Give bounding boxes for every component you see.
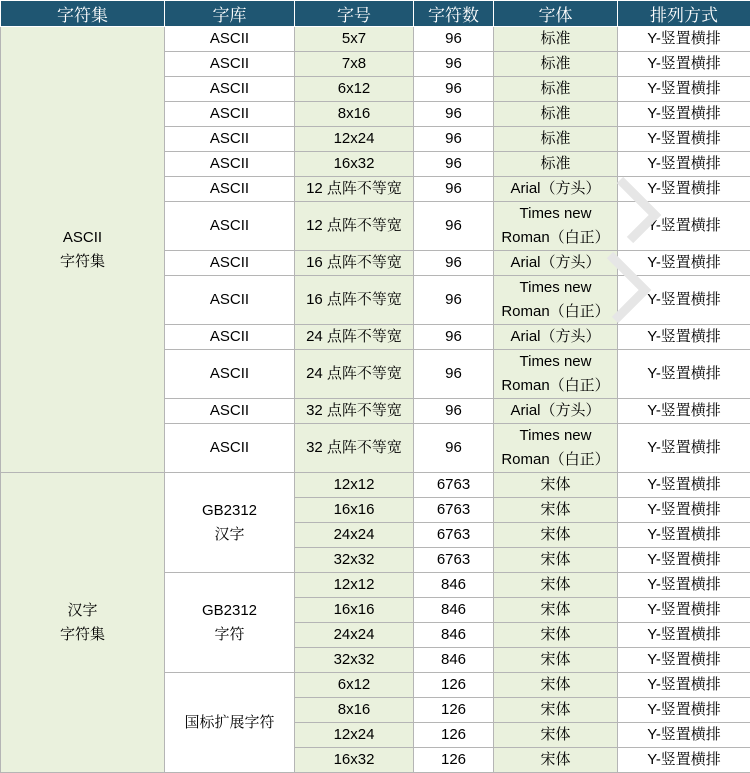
order-cell: Y-竖置横排 [618,573,750,598]
size-cell: 12x12 [295,573,414,598]
font-cell: 宋体 [494,723,618,748]
size-cell: 8x16 [295,102,414,127]
table-row [1,27,750,52]
font-cell [494,152,618,177]
font-cell: 宋体 [494,623,618,648]
header-order: 排列方式 [618,1,750,27]
font-cell [494,276,618,325]
font-cell-line: Arial（方头） [510,254,600,271]
size-cell: 24x24 [295,623,414,648]
font-cell-text [510,325,600,349]
count-cell: 846 [414,573,494,598]
font-cell [494,177,618,202]
font-cell-line: Arial（方头） [510,180,600,197]
library-cell: ASCII [165,152,295,177]
order-cell: Y-竖置横排 [618,102,750,127]
count-cell: 96 [414,202,494,251]
font-cell-line: Arial（方头） [510,402,600,419]
order-cell: Y-竖置横排 [618,52,750,77]
order-cell: Y-竖置横排 [618,77,750,102]
font-cell-line: 标准 [540,155,570,172]
font-cell [494,251,618,276]
order-cell: Y-竖置横排 [618,623,750,648]
size-cell: 12 点阵不等宽 [295,177,414,202]
font-cell-text [510,399,600,423]
font-cell: 宋体 [494,598,618,623]
library-cell: ASCII [165,52,295,77]
header-library: 字库 [165,1,295,27]
order-cell: Y-竖置横排 [618,350,750,399]
size-cell: 32x32 [295,648,414,673]
library-cell [165,673,295,773]
count-cell: 96 [414,27,494,52]
order-cell: Y-竖置横排 [618,673,750,698]
library-cell-text [184,711,274,735]
font-cell-text [540,127,570,151]
library-cell-line: 字符 [214,626,244,643]
count-cell: 96 [414,424,494,473]
font-cell [494,325,618,350]
order-cell: Y-竖置横排 [618,648,750,673]
charset-cell-line: 字符集 [60,253,105,270]
font-cell: 宋体 [494,523,618,548]
order-cell: Y-竖置横排 [618,598,750,623]
font-cell [494,350,618,399]
order-cell: Y-竖置横排 [618,523,750,548]
library-cell [165,473,295,573]
header-charset: 字符集 [1,1,165,27]
order-cell: Y-竖置横排 [618,251,750,276]
size-cell: 24 点阵不等宽 [295,325,414,350]
count-cell: 96 [414,251,494,276]
size-cell: 6x12 [295,673,414,698]
size-cell: 6x12 [295,77,414,102]
library-cell-text [202,499,257,547]
count-cell: 96 [414,325,494,350]
font-cell-text [510,177,600,201]
order-cell: Y-竖置横排 [618,424,750,473]
library-cell-line: 国标扩展字符 [184,714,274,731]
font-cell [494,424,618,473]
size-cell: 7x8 [295,52,414,77]
font-cell-line: 标准 [540,130,570,147]
charset-cell-text [60,226,105,274]
count-cell: 96 [414,77,494,102]
font-cell-line: Roman（白正） [501,451,609,468]
font-cell [494,127,618,152]
font-cell-line: 标准 [540,80,570,97]
table-header-row [1,1,750,27]
font-cell-line: 标准 [540,55,570,72]
charset-cell [1,27,165,473]
font-cell-text [501,424,609,472]
count-cell: 126 [414,723,494,748]
count-cell: 846 [414,648,494,673]
charset-cell [1,473,165,773]
font-cell-line: 标准 [540,30,570,47]
order-cell: Y-竖置横排 [618,152,750,177]
font-cell-text [510,251,600,275]
charset-cell-line: ASCII [63,229,102,246]
size-cell: 32x32 [295,548,414,573]
charset-cell-line: 字符集 [60,626,105,643]
order-cell: Y-竖置横排 [618,177,750,202]
order-cell: Y-竖置横排 [618,548,750,573]
count-cell: 126 [414,673,494,698]
size-cell: 16x32 [295,152,414,177]
order-cell: Y-竖置横排 [618,399,750,424]
library-cell-text [202,599,257,647]
font-cell-text [540,27,570,51]
order-cell: Y-竖置横排 [618,748,750,773]
count-cell: 126 [414,698,494,723]
table-body [1,27,750,773]
library-cell-line: GB2312 [202,502,257,519]
library-cell: ASCII [165,424,295,473]
font-cell: 宋体 [494,748,618,773]
size-cell: 16x16 [295,598,414,623]
font-cell-line: Roman（白正） [501,377,609,394]
font-cell: 宋体 [494,648,618,673]
font-cell-text [540,77,570,101]
count-cell: 96 [414,127,494,152]
charset-cell-line: 汉字 [67,602,97,619]
library-cell: ASCII [165,325,295,350]
size-cell: 16 点阵不等宽 [295,251,414,276]
library-cell: ASCII [165,177,295,202]
font-cell-text [501,202,609,250]
count-cell: 6763 [414,523,494,548]
font-cell [494,27,618,52]
size-cell: 12x12 [295,473,414,498]
count-cell: 96 [414,177,494,202]
table-row [1,473,750,498]
size-cell: 32 点阵不等宽 [295,424,414,473]
size-cell: 12x24 [295,723,414,748]
font-cell: 宋体 [494,673,618,698]
size-cell: 24 点阵不等宽 [295,350,414,399]
font-cell-line: Arial（方头） [510,328,600,345]
order-cell: Y-竖置横排 [618,27,750,52]
order-cell: Y-竖置横排 [618,498,750,523]
order-cell: Y-竖置横排 [618,723,750,748]
font-cell-text [501,350,609,398]
header-size: 字号 [295,1,414,27]
size-cell: 8x16 [295,698,414,723]
size-cell: 16x16 [295,498,414,523]
count-cell: 96 [414,102,494,127]
library-cell: ASCII [165,77,295,102]
count-cell: 96 [414,276,494,325]
order-cell: Y-竖置横排 [618,325,750,350]
size-cell: 16 点阵不等宽 [295,276,414,325]
charset-cell-text [60,599,105,647]
order-cell: Y-竖置横排 [618,473,750,498]
size-cell: 16x32 [295,748,414,773]
library-cell [165,573,295,673]
size-cell: 32 点阵不等宽 [295,399,414,424]
size-cell: 5x7 [295,27,414,52]
library-cell: ASCII [165,251,295,276]
library-cell: ASCII [165,202,295,251]
font-cell: 宋体 [494,698,618,723]
order-cell: Y-竖置横排 [618,698,750,723]
count-cell: 96 [414,52,494,77]
size-cell: 12 点阵不等宽 [295,202,414,251]
font-cell [494,399,618,424]
order-cell: Y-竖置横排 [618,202,750,251]
font-cell: 宋体 [494,548,618,573]
font-cell-line: Times new [520,279,592,296]
count-cell: 96 [414,350,494,399]
font-cell-text [501,276,609,324]
library-cell: ASCII [165,399,295,424]
count-cell: 96 [414,152,494,177]
count-cell: 126 [414,748,494,773]
count-cell: 6763 [414,548,494,573]
font-cell [494,202,618,251]
font-cell-line: Times new [520,427,592,444]
font-cell [494,102,618,127]
count-cell: 6763 [414,473,494,498]
font-cell-text [540,152,570,176]
library-cell: ASCII [165,27,295,52]
order-cell: Y-竖置横排 [618,127,750,152]
order-cell: Y-竖置横排 [618,276,750,325]
library-cell: ASCII [165,276,295,325]
count-cell: 846 [414,598,494,623]
font-cell-text [540,52,570,76]
library-cell: ASCII [165,127,295,152]
font-cell [494,77,618,102]
count-cell: 96 [414,399,494,424]
count-cell: 6763 [414,498,494,523]
font-cell-line: Times new [520,205,592,222]
count-cell: 846 [414,623,494,648]
font-cell-text [540,102,570,126]
font-cell-line: 标准 [540,105,570,122]
font-cell: 宋体 [494,473,618,498]
library-cell-line: GB2312 [202,602,257,619]
header-count: 字符数 [414,1,494,27]
font-cell: 宋体 [494,573,618,598]
font-cell [494,52,618,77]
font-cell-line: Times new [520,353,592,370]
size-cell: 24x24 [295,523,414,548]
library-cell: ASCII [165,102,295,127]
header-font: 字体 [494,1,618,27]
font-cell-line: Roman（白正） [501,303,609,320]
size-cell: 12x24 [295,127,414,152]
library-cell-line: 汉字 [214,526,244,543]
library-cell: ASCII [165,350,295,399]
font-cell-line: Roman（白正） [501,229,609,246]
font-cell: 宋体 [494,498,618,523]
